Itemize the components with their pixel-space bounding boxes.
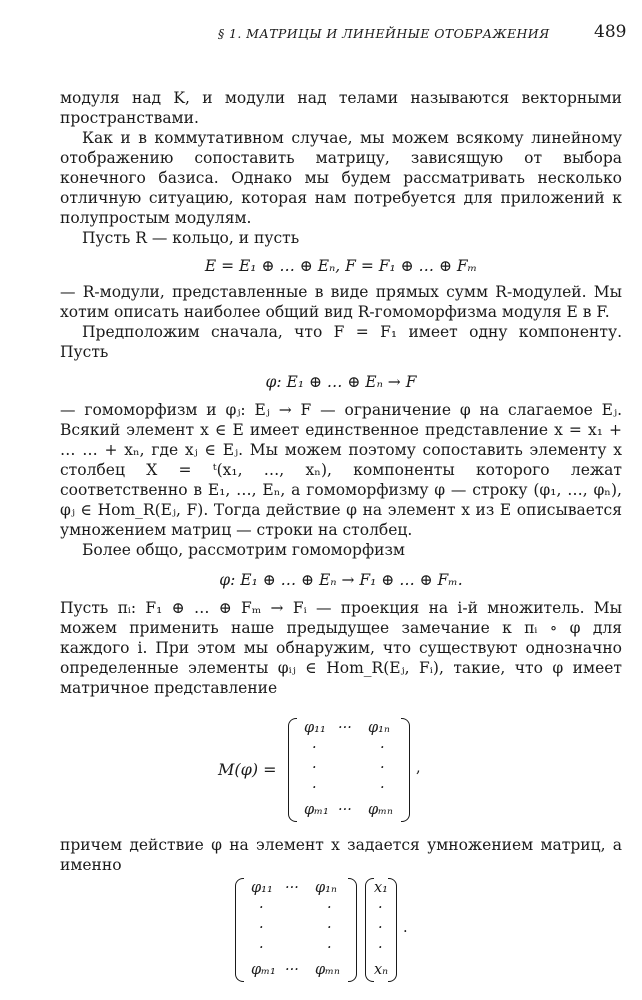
paragraph-1: модуля над K, и модули над телами называются векторными пространствами.	[60, 89, 622, 127]
matrix-cell: φₘₙ	[315, 962, 340, 978]
vector-entry: xₙ	[374, 962, 389, 978]
matrix-cell: φ₁₁	[251, 880, 273, 896]
equation-homomorphism-1: φ: E₁ ⊕ … ⊕ Eₙ → F	[265, 373, 417, 391]
vector-dot: ·	[378, 940, 383, 956]
matrix-cell: φₘₙ	[368, 802, 393, 818]
matrix-dots: ···	[338, 802, 352, 818]
vector-entry: x₁	[374, 880, 388, 896]
matrix-trailing-period: .	[403, 920, 408, 936]
matrix-dot: ·	[259, 900, 264, 916]
matrix-phi	[288, 718, 410, 822]
paragraph-3: Пусть R — кольцо, и пусть	[82, 229, 300, 247]
matrix-lhs: M(φ) =	[218, 760, 277, 779]
matrix-cell: φₘ₁	[251, 962, 276, 978]
paragraph-2: Как и в коммутативном случае, мы можем всякому линейному отображению сопоставить матрицу, зависящую от выбора конечного базиса. Однако мы будем рассматривать несколько отличную ситуацию, которая нам потребуется для приложений к полупростым модулям.	[60, 129, 622, 227]
matrix-dot: ·	[327, 920, 332, 936]
matrix-dot: ·	[259, 920, 264, 936]
paragraph-7: Более общо, рассмотрим гомоморфизм	[82, 541, 405, 559]
matrix-cell: φ₁ₙ	[315, 880, 337, 896]
matrix-equation-1	[218, 718, 438, 822]
equation-direct-sums: E = E₁ ⊕ … ⊕ Eₙ, F = F₁ ⊕ … ⊕ Fₘ	[204, 257, 478, 275]
matrix-dot: ·	[380, 780, 385, 796]
column-vector-x	[365, 878, 397, 982]
text-block-bottom	[60, 835, 622, 875]
vector-dot: ·	[378, 900, 383, 916]
running-header	[0, 22, 642, 44]
equation-homomorphism-2: φ: E₁ ⊕ … ⊕ Eₙ → F₁ ⊕ … ⊕ Fₘ.	[219, 571, 463, 589]
matrix-cell: φ₁₁	[304, 720, 326, 736]
matrix-dot: ·	[259, 940, 264, 956]
matrix-cell: φ₁ₙ	[368, 720, 390, 736]
paragraph-6: — гомоморфизм и φⱼ: Eⱼ → F — ограничение φ на слагаемое Eⱼ. Всякий элемент x ∈ E имеет единственное представление x = x₁ + … … + xₙ, где xⱼ ∈ Eⱼ. Мы можем поэтому сопоставить элементу x столбец X = ᵗ(x₁, …, xₙ), компоненты которого лежат соответственно в E₁, …, Eₙ, а гомоморфизму φ — строку (φ₁, …, φₙ), φⱼ ∈ Hom_R(Eⱼ, F). Тогда действие φ на элемент x из E описывается умножением матриц — строки на столбец.	[60, 401, 622, 539]
matrix-dot: ·	[380, 760, 385, 776]
matrix-phi-2	[235, 878, 357, 982]
vector-dot: ·	[378, 920, 383, 936]
page-number: 489	[594, 22, 627, 42]
matrix-dot: ·	[327, 900, 332, 916]
matrix-dots: ···	[338, 720, 352, 736]
matrix-dots: ···	[285, 880, 299, 896]
text-block-top	[60, 88, 622, 698]
matrix-dot: ·	[312, 740, 317, 756]
section-title: § 1. МАТРИЦЫ И ЛИНЕЙНЫЕ ОТОБРАЖЕНИЯ	[218, 26, 550, 41]
matrix-dot: ·	[312, 780, 317, 796]
matrix-equation-2	[235, 878, 425, 982]
paragraph-4: — R-модули, представленные в виде прямых сумм R-модулей. Мы хотим описать наиболее общий вид R-гомоморфизма модуля E в F.	[60, 283, 622, 321]
paragraph-5: Предположим сначала, что F = F₁ имеет одну компоненту. Пусть	[60, 323, 622, 361]
matrix-dot: ·	[380, 740, 385, 756]
matrix-dot: ·	[327, 940, 332, 956]
paragraph-8: Пусть πᵢ: F₁ ⊕ … ⊕ Fₘ → Fᵢ — проекция на i-й множитель. Мы можем применить наше предыдущее замечание к πᵢ ∘ φ для каждого i. При этом мы обнаружим, что существуют однозначно определенные элементы φᵢⱼ ∈ Hom_R(Eⱼ, Fᵢ), такие, что φ имеет матричное представление	[60, 599, 622, 697]
matrix-dot: ·	[312, 760, 317, 776]
matrix-cell: φₘ₁	[304, 802, 329, 818]
matrix-dots: ···	[285, 962, 299, 978]
matrix-trailing-comma: ,	[416, 760, 421, 776]
paragraph-9: причем действие φ на элемент x задается умножением матриц, а именно	[60, 836, 622, 874]
